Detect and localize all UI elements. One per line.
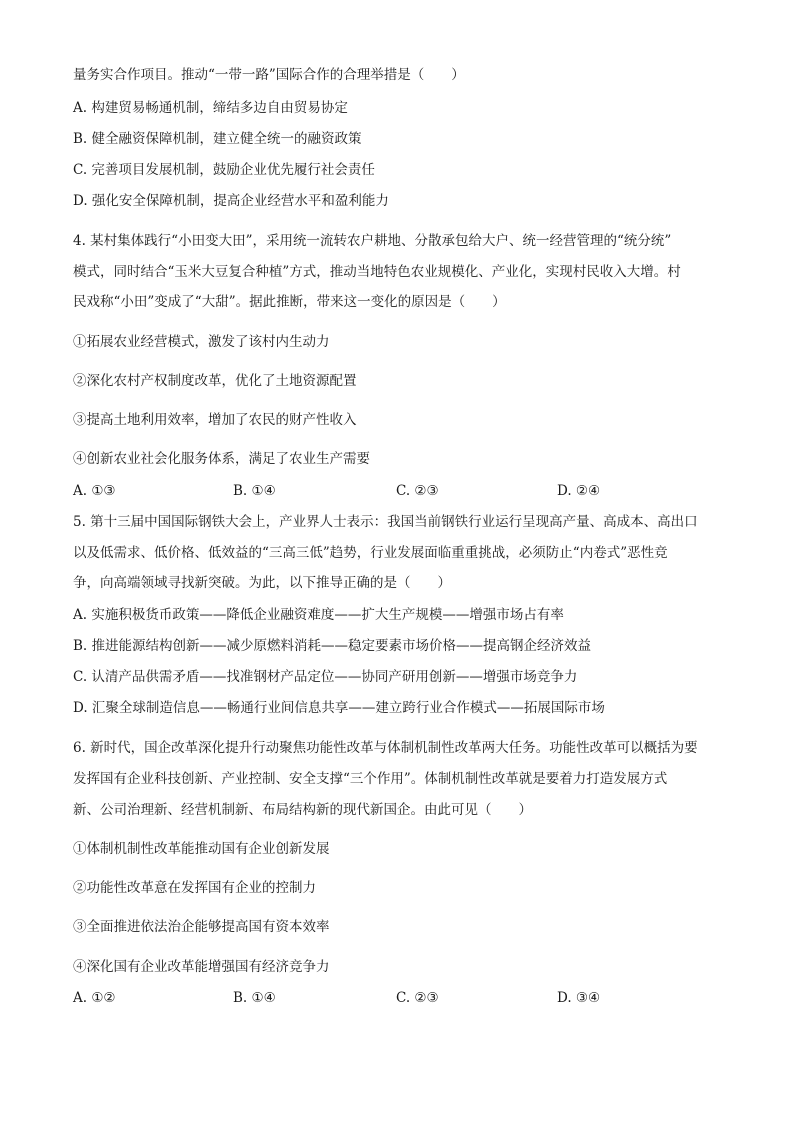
q4-item-2: ②深化农村产权制度改革，优化了土地资源配置: [73, 373, 357, 389]
q5-option-c: C. 认清产品供需矛盾——找准钢材产品定位——协同产研用创新——增强市场竞争力: [73, 669, 578, 685]
q4-stem-line-2: 模式，同时结合“玉米大豆复合种植”方式，推动当地特色农业规模化、产业化，实现村民收入大增。村: [73, 264, 681, 280]
q4-item-3: ③提高土地利用效率，增加了农民的财产性收入: [73, 412, 357, 428]
q3-stem-tail: 量务实合作项目。推动“一带一路”国际合作的合理举措是（ ）: [73, 67, 465, 83]
q5-stem-line-1: 5. 第十三届中国国际钢铁大会上，产业界人士表示：我国当前钢铁行业运行呈现高产量、高成本、高出口: [73, 514, 698, 530]
q4-stem-line-1: 4. 某村集体践行“小田变大田”，采用统一流转农户耕地、分散承包给大户、统一经营管理的“统分统”: [73, 233, 672, 249]
q6-stem-line-3: 新、公司治理新、经营机制新、布局结构新的现代新国企。由此可见（ ）: [73, 802, 532, 818]
q4-item-4: ④创新农业社会化服务体系，满足了农业生产需要: [73, 451, 370, 467]
q3-option-a: A. 构建贸易畅通机制，缔结多边自由贸易协定: [73, 100, 348, 116]
q4-stem-line-3: 民戏称“小田”变成了“大甜”。据此推断，带来这一变化的原因是（ ）: [73, 294, 506, 310]
q6-choice-d: D. ③④: [557, 990, 601, 1006]
q4-item-1: ①拓展农业经营模式，激发了该村内生动力: [73, 334, 330, 350]
q5-option-d: D. 汇聚全球制造信息——畅通行业间信息共享——建立跨行业合作模式——拓展国际市场: [73, 700, 605, 716]
q5-stem-line-3: 争，向高端领域寻找新突破。为此，以下推导正确的是（ ）: [73, 575, 451, 591]
q6-item-1: ①体制机制性改革能推动国有企业创新发展: [73, 841, 330, 857]
q3-option-d: D. 强化安全保障机制，提高企业经营水平和盈利能力: [73, 193, 389, 209]
q4-choice-b: B. ①④: [233, 483, 276, 499]
q6-stem-line-2: 发挥国有企业科技创新、产业控制、安全支撑“三个作用”。体制机制性改革就是要着力打造发展方式: [73, 771, 668, 787]
q4-choice-c: C. ②③: [396, 483, 439, 499]
q6-item-4: ④深化国有企业改革能增强国有经济竞争力: [73, 959, 330, 975]
q6-item-2: ②功能性改革意在发挥国有企业的控制力: [73, 880, 316, 896]
q4-choice-a: A. ①③: [73, 483, 116, 499]
q5-stem-line-2: 以及低需求、低价格、低效益的“三高三低”趋势，行业发展面临重重挑战，必须防止“内卷式”恶性竞: [73, 545, 668, 561]
q6-choice-a: A. ①②: [73, 990, 116, 1006]
q5-option-a: A. 实施积极货币政策——降低企业融资难度——扩大生产规模——增强市场占有率: [73, 607, 564, 623]
q6-choice-c: C. ②③: [396, 990, 439, 1006]
q6-item-3: ③全面推进依法治企能够提高国有资本效率: [73, 919, 330, 935]
q6-stem-line-1: 6. 新时代，国企改革深化提升行动聚焦功能性改革与体制机制性改革两大任务。功能性改革可以概括为要: [73, 740, 698, 756]
q5-option-b: B. 推进能源结构创新——减少原燃料消耗——稳定要素市场价格——提高钢企经济效益: [73, 638, 592, 654]
q6-choice-b: B. ①④: [233, 990, 276, 1006]
q4-choice-d: D. ②④: [557, 483, 601, 499]
q3-option-c: C. 完善项目发展机制，鼓励企业优先履行社会责任: [73, 162, 375, 178]
q3-option-b: B. 健全融资保障机制，建立健全统一的融资政策: [73, 131, 362, 147]
